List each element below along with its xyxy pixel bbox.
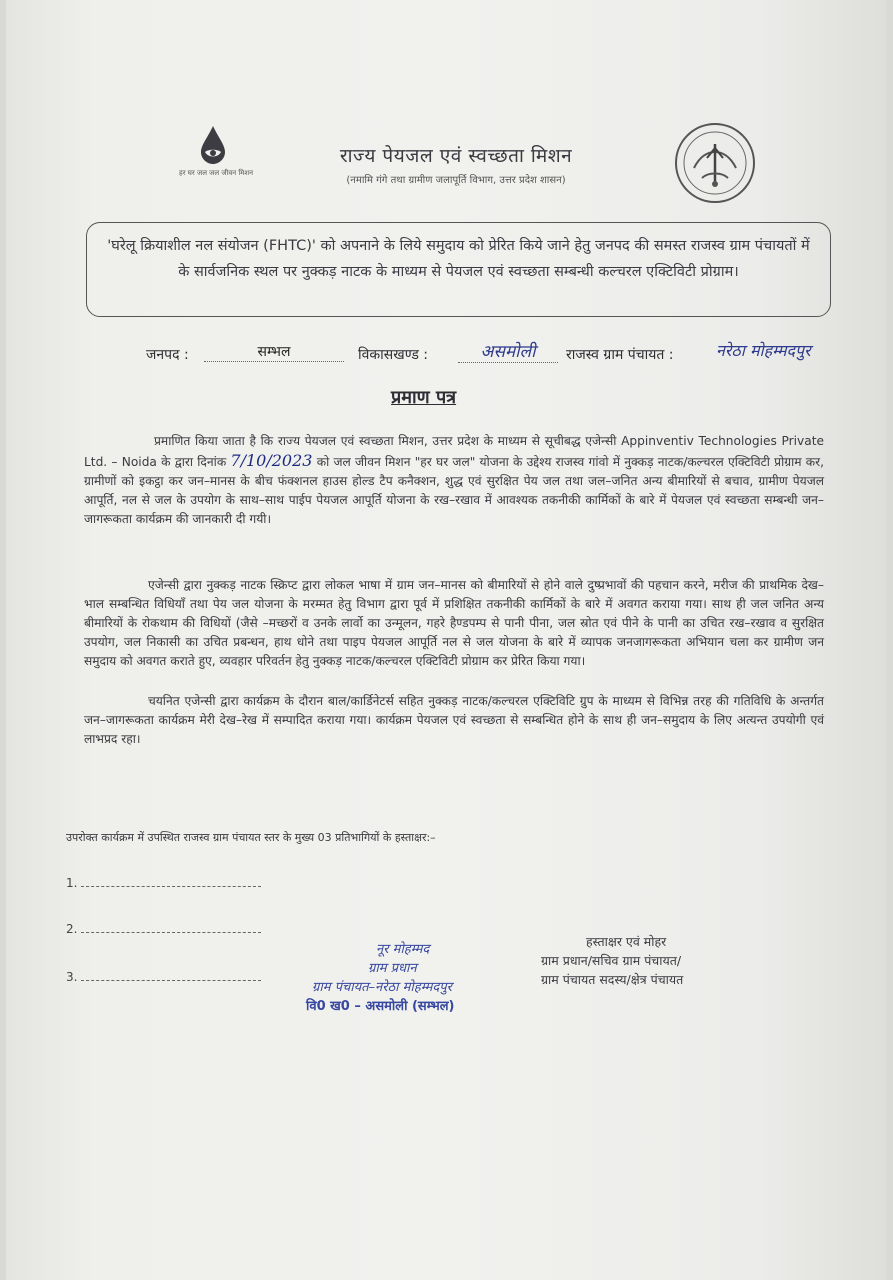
signature-line-2 (66, 922, 261, 936)
up-government-seal-icon (674, 122, 756, 204)
signature-block (541, 932, 683, 989)
paragraph-2 (84, 576, 824, 671)
signature-line-1 (66, 876, 261, 890)
document-page (6, 0, 886, 1280)
pradhan-stamp (306, 940, 455, 1016)
paragraph-3-text: चयनित एजेन्सी द्वारा कार्यक्रम के दौरान बाल/कार्डिनेटर्स सहित नुक्कड़ नाटक/कल्चरल एक्टिविटि ग्रुप के माध्यम से विभिन्न तरह की गतिविधि के अन्तर्गत जन–जागरूकता कार्यक्रम मेरी देख–रेख में सम्पादित कराया गया। कार्यक्रम पेयजल एवं स्वच्छता से सम्बन्धित होने के साथ ही जन–समुदाय के लिए अत्यन्त उपयोगी एवं लाभप्रद रहा। (84, 694, 824, 746)
paragraph-3 (84, 692, 824, 749)
stamp-block: वि0 ख0 – असमोली (सम्भल) (306, 999, 455, 1014)
paragraph-1-start: प्रमाणित किया जाता है कि राज्य पेयजल एवं स्वच्छता मिशन, उत्तर प्रदेश के माध्यम से सूचीबद्ध एजेन्सी Appinventiv Technologies Private Ltd. – Noida के द्वारा दिनांक (84, 434, 824, 469)
programme-date: 7/10/2023 (230, 451, 313, 470)
panchayat-value: नरेठा मोहम्मदपुर (716, 341, 811, 360)
paragraph-1 (84, 432, 824, 529)
sign-seal-label: हस्ताक्षर एवं मोहर (586, 934, 667, 949)
district-label: जनपद : (146, 347, 189, 363)
water-drop-icon (198, 125, 228, 165)
mission-subtitle: (नमामि गंगे तथा ग्रामीण जलापूर्ति विभाग, उत्तर प्रदेश शासन) (346, 175, 566, 186)
stamp-designation: ग्राम प्रधान (368, 961, 417, 976)
paragraph-2-text: एजेन्सी द्वारा नुक्कड़ नाटक स्क्रिप्ट द्वारा लोकल भाषा में ग्राम जन–मानस को बीमारियों से होने वाले दुष्प्रभावों की पहचान करने, मरीज की प्राथमिक देख–भाल सम्बन्धित विधियाँ तथा पेय जल योजना के मरम्मत हेतु विभाग द्वारा पूर्व में प्रशिक्षित तकनीकी कार्मिकों के बारे में अवगत कराया गया। साथ ही जल जनित अन्य बीमारियों के रोकथाम की विधियों (जैसे –मच्छरों व उनके लार्वो का उन्मूलन, गहरे हैण्डपम्प से पानी पीना, जल स्रोत एवं पीने के पानी का उचित रख–रखाव व सुरक्षित उपयोग, जल निकासी का उचित प्रबन्धन, हाथ धोने तथा पाइप पेयजल आपूर्ति नल से जल योजना के बारे में व्यापक जनजागरूकता अभियान चला कर ग्रामीण जन समुदाय को अवगत कराते हुए, व्यवहार परिवर्तन हेतु नुक्कड़ नाटक/कल्चरल एक्टिविटी प्रोग्राम कर प्रेरित किया गया। (84, 578, 824, 668)
certificate-title: प्रमाण पत्र (391, 387, 457, 408)
signature-number-1: 1. (66, 876, 78, 890)
paragraph-1-end: को जल जीवन मिशन "हर घर जल" योजना के उद्देश्य राजस्व गांवो में नुक्कड़ नाटक/कल्चरल एक्टिविटी प्रोग्राम कर, ग्रामीणों को इकट्ठा कर जन–मानस के बीच फंक्शनल हाउस होल्ड टैप कनैक्शन, शुद्ध एवं सुरक्षित पेय जल तथा जल–जनित अन्य बीमारियों से बचाव, ग्रामीण पेयजल आपूर्ति, नल से जल के उपयोग के साथ–साथ पाईप पेयजल आपूर्ति योजना के रख–रखाव में आवश्यक तकनीकी कार्मिकों के बारे में पेयजल एवं स्वच्छता सम्बन्धी जन–जागरूकता कार्यक्रम की जानकारी दी गयी। (84, 455, 824, 526)
jal-jeevan-mission-logo (178, 125, 253, 195)
logo-caption: हर घर जल जल जीवन मिशन (178, 169, 253, 177)
mission-title: राज्य पेयजल एवं स्वच्छता मिशन (339, 145, 573, 167)
sign-role-line-1: ग्राम प्रधान/सचिव ग्राम पंचायत/ (541, 953, 682, 968)
location-fields (146, 341, 886, 375)
block-value: असमोली (458, 339, 558, 363)
stamp-panchayat: ग्राम पंचायत–नरेठा मोहम्मदपुर (312, 980, 452, 995)
signature-number-2: 2. (66, 922, 78, 936)
signature-number-3: 3. (66, 970, 78, 984)
panchayat-label: राजस्व ग्राम पंचायत : (566, 347, 674, 363)
signature-intro: उपरोक्त कार्यक्रम में उपस्थित राजस्व ग्राम पंचायत स्तर के मुख्य 03 प्रतिभागियों के हस्ताक्षर:– (66, 831, 436, 844)
programme-banner: 'घरेलू क्रियाशील नल संयोजन (FHTC)' को अपनाने के लिये समुदाय को प्रेरित किये जाने हेतु जनपद की समस्त राजस्व ग्राम पंचायतों में के सार्वजनिक स्थल पर नुक्कड़ नाटक के माध्यम से पेयजल एवं स्वच्छता सम्बन्धी कल्चरल एक्टिविटी प्रोग्राम। (86, 222, 831, 317)
stamp-name: नूर मोहम्मद (376, 942, 430, 957)
district-value: सम्भल (204, 342, 344, 362)
block-label: विकासखण्ड : (358, 347, 429, 363)
sign-role-line-2: ग्राम पंचायत सदस्य/क्षेत्र पंचायत (541, 972, 684, 987)
signature-line-3 (66, 970, 261, 984)
